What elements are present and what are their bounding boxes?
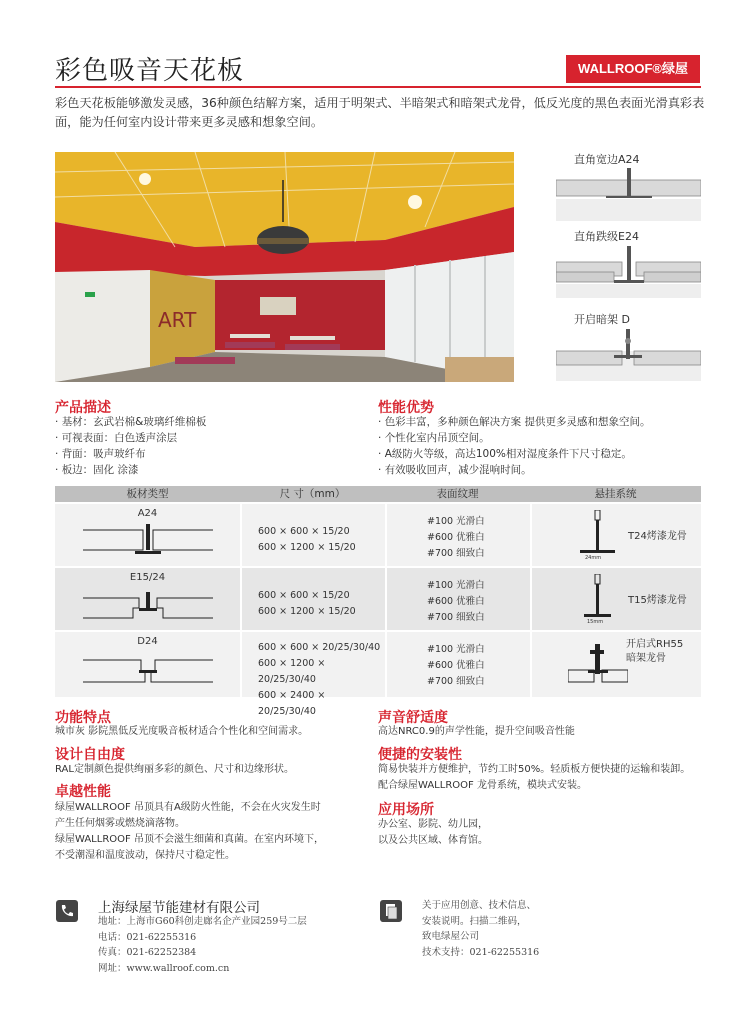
feature-line: 不受潮湿和温度波动，保持尺寸稳定性。 [55, 850, 235, 861]
rh55-grid-profile [568, 640, 628, 695]
document-icon [380, 900, 402, 922]
feature-text-block [378, 817, 488, 849]
support-line: 致电绿屋公司 [422, 931, 480, 942]
feature-text: 城市灰 影院黑低反光度吸音板材适合个性化和空间需求。 [55, 726, 309, 737]
support-line: 关于应用创意、技术信息、 [422, 900, 537, 911]
feature-line: 简易快装并方便维护，节约工时50%。轻质板方便快捷的运输和装卸。 [378, 764, 691, 775]
dim-label: 15mm [587, 619, 604, 625]
system-name-line: 暗架龙骨 [626, 653, 666, 664]
a24-profile-drawing [83, 524, 213, 560]
texture-cell [385, 568, 530, 630]
feature-line: 绿屋WALLROOF 吊顶具有A级防火性能，不会在火灾发生时 [55, 802, 321, 813]
feature-heading: 应用场所 [378, 802, 434, 818]
d-concealed-diagram [556, 325, 701, 383]
feature-text-block [55, 800, 324, 864]
performance-item: · A级防火等级，高达100%相对湿度条件下尺寸稳定。 [378, 446, 651, 462]
product-heading: 产品描述 [55, 400, 111, 416]
size-value: 600 × 1200 × 15/20 [258, 542, 356, 553]
size-value: 600 × 1200 × 15/20 [258, 606, 356, 617]
header-texture: 表面纹理 [436, 488, 479, 500]
texture-value: #700 细致白 [427, 548, 485, 559]
size-cell [240, 504, 385, 566]
type-cell [55, 632, 240, 697]
feature-text: 高达NRC0.9的声学性能，提升空间吸音性能 [378, 726, 575, 737]
feature-heading: 便捷的安装性 [378, 747, 462, 763]
system-name: T24烤漆龙骨 [628, 531, 687, 542]
product-item: · 可视表面：白色透声涂层 [55, 430, 206, 446]
texture-value: #600 优雅白 [427, 596, 485, 607]
feature-heading: 功能特点 [55, 710, 111, 726]
table-header [55, 486, 701, 502]
dim-label: 24mm [585, 555, 602, 561]
size-cell [240, 568, 385, 630]
table-row [55, 632, 701, 717]
e15-profile-drawing [83, 588, 213, 624]
product-item: · 板边：固化 涂漆 [55, 462, 206, 478]
product-item: · 基材：玄武岩棉&玻璃纤维棉板 [55, 414, 206, 430]
company-contact [98, 914, 307, 976]
texture-value: #700 细致白 [427, 612, 485, 623]
table-row [55, 504, 701, 566]
company-name: 上海绿屋节能建材有限公司 [98, 900, 260, 916]
brand-logo: WALLROOF®绿屋 [566, 55, 700, 83]
e24-edge-diagram [556, 242, 701, 300]
classroom-photo [55, 152, 514, 382]
support-line: 技术支持：021-62255316 [422, 946, 540, 958]
header-system: 悬挂系统 [594, 488, 637, 500]
header-size: 尺 寸（mm） [279, 488, 346, 500]
performance-item: · 有效吸收回声，减少混响时间。 [378, 462, 651, 478]
table-row [55, 568, 701, 630]
texture-value: #100 光滑白 [427, 516, 485, 527]
system-cell [530, 632, 701, 697]
performance-item: · 色彩丰富，多种颜色解决方案 提供更多灵感和想象空间。 [378, 414, 651, 430]
system-name [626, 638, 683, 666]
feature-text-block [378, 762, 690, 794]
system-cell [530, 504, 701, 566]
size-value: 600 × 600 × 15/20 [258, 590, 350, 601]
system-label-d: 开启暗架 D [574, 313, 630, 326]
phone-line: 电话：021-62255316 [98, 931, 197, 943]
texture-value: #100 光滑白 [427, 644, 485, 655]
feature-line: 办公室、影院、幼儿园， [378, 819, 488, 830]
texture-value: #700 细致白 [427, 676, 485, 687]
feature-heading: 声音舒适度 [378, 710, 448, 726]
svg-text:ART: ART [158, 308, 197, 332]
system-label-e24: 直角跌级E24 [574, 230, 639, 243]
system-name-line: 开启式RH55 [626, 639, 684, 650]
address-line: 地址：上海市G60科创走廊名企产业园259号二层 [98, 916, 307, 927]
fax-line: 传真：021-62252384 [98, 947, 197, 958]
texture-value: #100 光滑白 [427, 580, 485, 591]
performance-item: · 个性化室内吊顶空间。 [378, 430, 651, 446]
intro-text: 彩色天花板能够激发灵感，36种颜色结解方案，适用于明架式、半暗架式和暗架式龙骨，低反光度的黑色表面光滑真彩表面，能为任何室内设计带来更多灵感和想象空间。 [55, 96, 705, 129]
product-list [55, 414, 206, 478]
page-title: 彩色吸音天花板 [55, 56, 245, 86]
d24-profile-drawing [83, 654, 213, 690]
size-value: 600 × 600 × 15/20 [258, 526, 350, 537]
support-info [422, 898, 539, 960]
a24-edge-diagram [556, 166, 701, 224]
size-cell [240, 632, 385, 717]
texture-value: #600 优雅白 [427, 532, 485, 543]
type-label: E15/24 [129, 572, 166, 583]
texture-cell [385, 632, 530, 697]
type-label: A24 [137, 508, 158, 519]
spec-table [55, 486, 701, 717]
feature-heading: 设计自由度 [55, 747, 125, 763]
system-name: T15烤漆龙骨 [628, 595, 687, 606]
phone-icon [56, 900, 78, 922]
size-value: 600 × 600 × 20/25/30/40 [258, 642, 381, 653]
type-cell [55, 504, 240, 566]
size-value: 600 × 1200 × 20/25/30/40 [258, 658, 326, 685]
system-label-a24: 直角宽边A24 [574, 153, 640, 166]
feature-heading: 卓越性能 [55, 784, 111, 800]
feature-text: RAL定制颜色提供绚丽多彩的颜色、尺寸和边缘形状。 [55, 764, 294, 775]
feature-line: 绿屋WALLROOF 吊顶不会滋生细菌和真菌。在室内环境下， [55, 834, 324, 845]
feature-line: 产生任何烟雾或燃烧滴落物。 [55, 818, 185, 829]
texture-cell [385, 504, 530, 566]
performance-heading: 性能优势 [378, 400, 434, 416]
header-type: 板材类型 [126, 488, 169, 500]
support-line: 安装说明。扫描二维码， [422, 915, 527, 927]
product-item: · 背面：吸声玻纤布 [55, 446, 206, 462]
type-label: D24 [137, 636, 158, 647]
header-divider [55, 86, 701, 88]
performance-list [378, 414, 651, 478]
size-value: 600 × 2400 × 20/25/30/40 [258, 690, 326, 717]
feature-line: 配合绿屋WALLROOF 龙骨系统，模块式安装。 [378, 780, 587, 791]
feature-line: 以及公共区域、体育馆。 [378, 835, 488, 846]
texture-value: #600 优雅白 [427, 660, 485, 671]
type-cell [55, 568, 240, 630]
website-link[interactable]: 网址：www.wallroof.com.cn [98, 962, 230, 974]
system-cell [530, 568, 701, 630]
